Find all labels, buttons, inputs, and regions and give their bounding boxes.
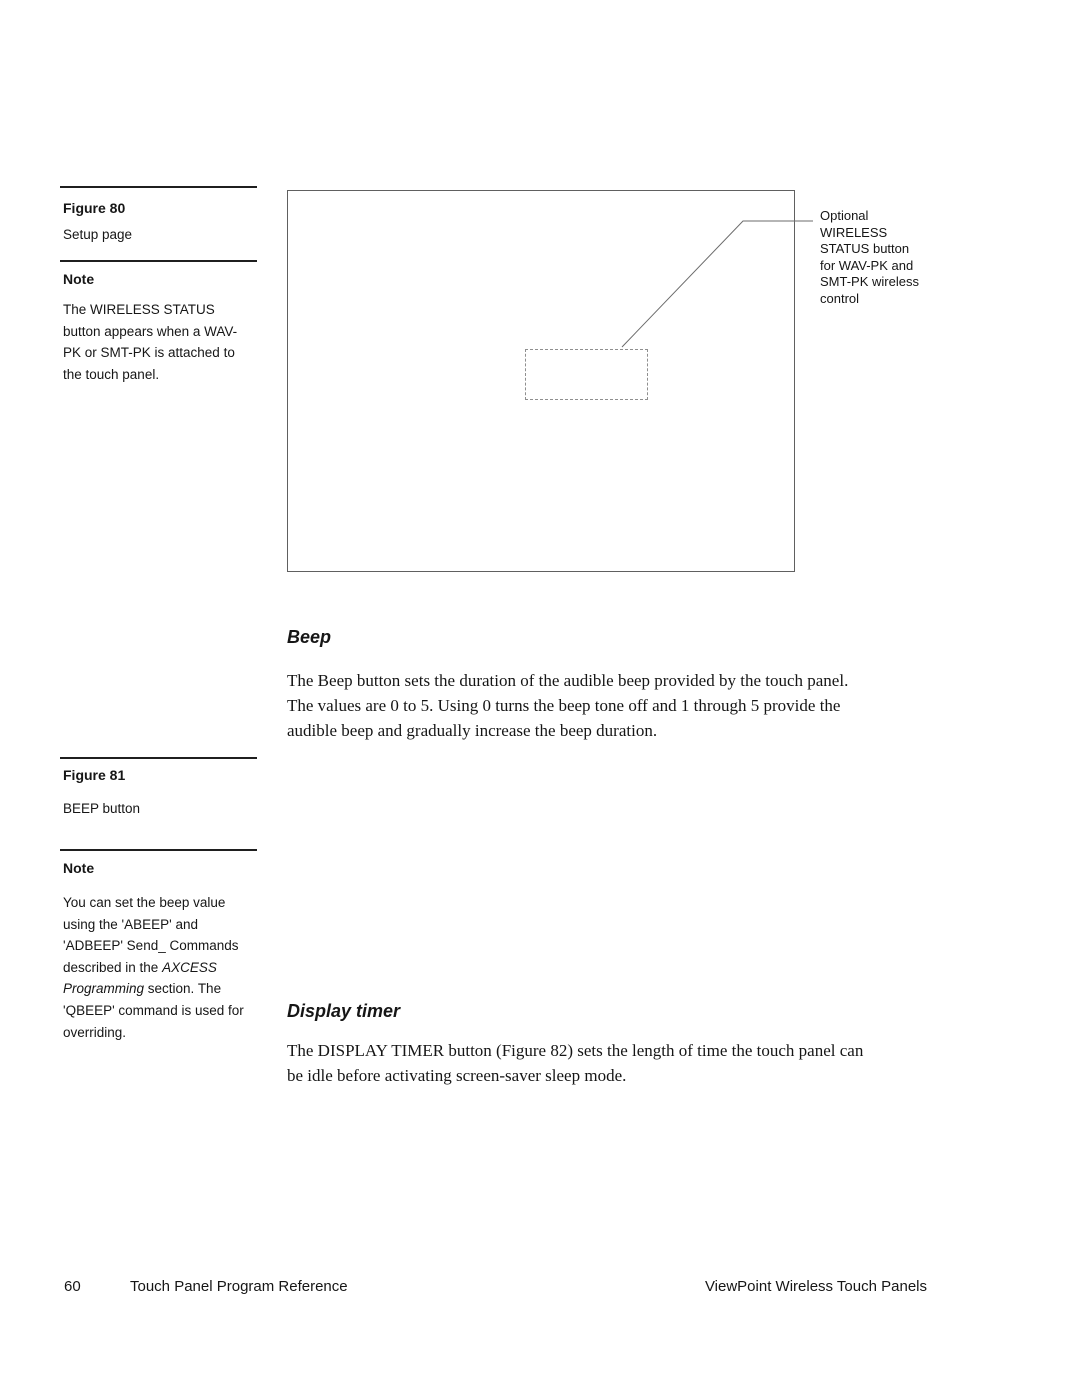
text-line xyxy=(287,693,848,718)
text-line xyxy=(63,1000,273,1022)
text-line xyxy=(63,935,273,957)
beep-heading: Beep xyxy=(287,627,332,647)
text-line xyxy=(820,258,950,275)
text-segment: Optional xyxy=(820,208,869,223)
text-segment: be idle before activating screen-saver sleep mode. xyxy=(287,1066,627,1085)
sidebar-divider-top xyxy=(60,186,257,188)
text-segment: The Beep button sets the duration of the audible beep provided by the touch panel. xyxy=(287,671,849,690)
callout-leader-line xyxy=(500,198,820,358)
text-line xyxy=(63,892,273,914)
text-line xyxy=(63,978,273,1000)
text-segment: audible beep and gradually increase the beep duration. xyxy=(287,721,658,740)
text-line xyxy=(287,1038,863,1063)
text-segment: SMT-PK wireless xyxy=(820,274,919,290)
note81-text xyxy=(63,892,273,1043)
text-line xyxy=(63,1022,273,1044)
text-segment: button appears when a WAV- xyxy=(63,323,238,339)
text-line xyxy=(820,241,950,258)
text-line xyxy=(820,208,950,225)
page-number: 60 xyxy=(64,1278,81,1295)
text-segment: described in the xyxy=(63,959,163,975)
beep-paragraph xyxy=(287,668,848,743)
text-segment: WIRELESS xyxy=(820,224,888,240)
text-segment: The WIRELESS STATUS xyxy=(63,302,215,317)
text-line xyxy=(63,299,273,321)
text-segment: The values are 0 to 5. Using 0 turns the beep tone off and 1 through 5 provide the xyxy=(287,696,841,715)
note81-label: Note xyxy=(63,860,95,876)
text-segment: using the 'ABEEP' and xyxy=(63,916,198,932)
sidebar-divider xyxy=(60,260,257,262)
text-segment: for WAV-PK and xyxy=(820,257,914,273)
italic-text-segment: AXCESS xyxy=(162,959,217,975)
figure80-caption: Setup page xyxy=(63,227,133,242)
note80-text xyxy=(63,299,273,385)
callout-text xyxy=(820,208,950,308)
figure81-label: Figure 81 xyxy=(63,767,126,783)
text-line xyxy=(63,914,273,936)
footer-book-title: Touch Panel Program Reference xyxy=(130,1278,348,1295)
text-segment: 'QBEEP' command is used for xyxy=(63,1002,244,1018)
text-segment: The DISPLAY TIMER button (Figure 82) sets the length of time the touch panel can xyxy=(287,1041,864,1060)
sidebar-divider xyxy=(60,849,257,851)
text-segment: section. The xyxy=(144,981,222,997)
text-line xyxy=(287,718,848,743)
footer-product-name: ViewPoint Wireless Touch Panels xyxy=(704,1278,927,1295)
italic-text-segment: Programming xyxy=(63,981,145,997)
text-line xyxy=(820,225,950,242)
text-segment: You can set the beep value xyxy=(63,895,226,910)
text-line xyxy=(63,342,273,364)
display-timer-paragraph xyxy=(287,1038,863,1088)
sidebar-divider xyxy=(60,757,257,759)
text-line xyxy=(63,957,273,979)
display-timer-heading: Display timer xyxy=(287,1001,401,1021)
text-segment: the touch panel. xyxy=(63,366,160,382)
note80-label: Note xyxy=(63,271,95,287)
text-segment: 'ADBEEP' Send_ Commands xyxy=(63,938,239,954)
figure80-label: Figure 80 xyxy=(63,200,126,216)
text-segment: overriding. xyxy=(63,1024,127,1040)
text-segment: PK or SMT-PK is attached to xyxy=(63,345,235,361)
text-segment: control xyxy=(820,290,860,306)
text-line xyxy=(287,668,848,693)
figure81-caption: BEEP button xyxy=(63,801,141,816)
text-line xyxy=(820,274,950,291)
text-line xyxy=(63,321,273,343)
text-line xyxy=(820,291,950,308)
text-segment: STATUS button xyxy=(820,241,910,257)
text-line xyxy=(287,1063,863,1088)
text-line xyxy=(63,364,273,386)
